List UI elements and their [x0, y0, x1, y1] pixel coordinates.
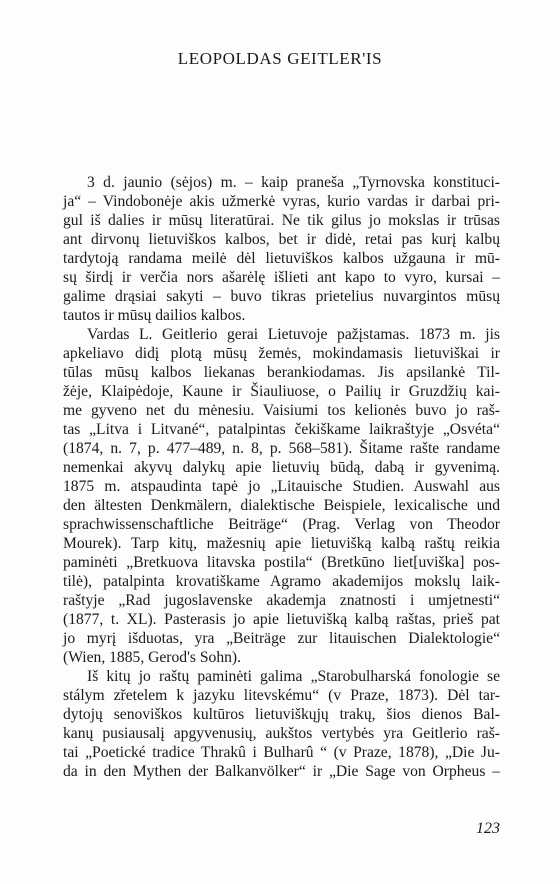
text-line: (1874, n. 7, p. 477–489, n. 8, p. 568–581). Šitame rašte randame [63, 440, 500, 457]
text-line: kanų pusiausalį apgyvenusių, aukštos vertybės yra Geitlerio raš- [63, 725, 500, 742]
text-line: sų širdį ir verčia nors ašarėlę išlieti ant kapo to vyro, kursai – [63, 269, 500, 286]
body-text [63, 173, 500, 781]
text-line: dytojų senoviškos kultūros lietuviškųjų trakų, šios dienos Bal- [63, 706, 500, 723]
text-line: galime drąsiai sakyti – buvo tikras prietelius nuvargintos mūsų [63, 288, 500, 305]
text-line: paminėti „Bretkuova litavska postila“ (Bretkūno liet[uviška] pos- [63, 554, 500, 571]
text-line: gul iš dalies ir mūsų literatūrai. Ne tik gilus jo mokslas ir trūsas [63, 212, 500, 229]
text-line: ant dirvonų lietuviškos kalbos, bet ir didė, retai pas kurį kalbų [63, 231, 500, 248]
text-line: 1875 m. atspaudinta tapė jo „Litauische Studien. Auswahl aus [63, 478, 500, 495]
text-line: tas „Litva i Litvané“, patalpintas čekiškame laikraštyje „Osvéta“ [63, 421, 500, 438]
text-line: jo myrį išduotas, yra „Beiträge zur litauischen Dialektologie“ [63, 630, 500, 647]
text-line: (Wien, 1885, Gerod's Sohn). [63, 649, 242, 666]
text-line: Mourek). Tarp kitų, mažesnių apie lietuvišką kalbą raštų reikia [63, 535, 500, 552]
text-line: ja“ – Vindobonėje akis užmerkė vyras, kurio vardas ir darbai pri- [63, 193, 500, 210]
text-line: 3 d. jaunio (sėjos) m. – kaip praneša „Tyrnovska konstituci- [87, 174, 500, 191]
text-line: apkeliavo didį plotą mūsų žemės, mokindamasis lietuviškai ir [63, 345, 500, 362]
text-line: tai „Poetické tradice Thrakû i Bulharû “ (v Praze, 1878), „Die Ju- [63, 744, 500, 761]
running-title: LEOPOLDAS GEITLER'IS [177, 49, 383, 68]
text-line: tardytoją randama meilė dėl lietuviškos kalbos užgauna ir mū- [63, 250, 500, 267]
text-line: stálym zřetelem k jazyku litevskému“ (v Praze, 1873). Dėl tar- [63, 687, 500, 704]
text-line: da in den Mythen der Balkanvölker“ ir „Die Sage von Orpheus – [63, 763, 500, 780]
text-line: den ältesten Denkmälern, dialektische Beispiele, lexicalische und [63, 497, 500, 514]
text-line: (1877, t. XL). Pasterasis jo apie lietuvišką kalbą raštas, prieš pat [63, 611, 500, 628]
text-line: me gyveno net du mėnesiu. Vaisiumi tos kelionės buvo jo raš- [63, 402, 500, 419]
text-line: sprachwissenschaftliche Beiträge“ (Prag. Verlag von Theodor [63, 516, 500, 533]
text-line: tūlas mūsų kalbos liekanas berankiodamas. Jis apsilankė Til- [63, 364, 500, 381]
text-line: tilė), patalpinta krovatiškame Agramo akademijos mokslų laik- [63, 573, 500, 590]
text-line: tautos ir mūsų dailios kalbos. [63, 307, 246, 324]
text-line: žėje, Klaipėdoje, Kaune ir Šiauliuose, o Pailių ir Gruzdžių kai- [63, 383, 500, 400]
text-line: Vardas L. Geitlerio gerai Lietuvoje pažįstamas. 1873 m. jis [87, 326, 500, 343]
page-number: 123 [476, 820, 500, 837]
text-line: nemenkai akyvų dalykų apie lietuvių būdą, dabą ir gyvenimą. [63, 459, 500, 476]
text-line: Iš kitų jo raštų paminėti galima „Starobulharská fonologie se [87, 668, 500, 685]
text-line: raštyje „Rad jugoslavenske akademja znatnosti i umjetnesti“ [63, 592, 500, 609]
